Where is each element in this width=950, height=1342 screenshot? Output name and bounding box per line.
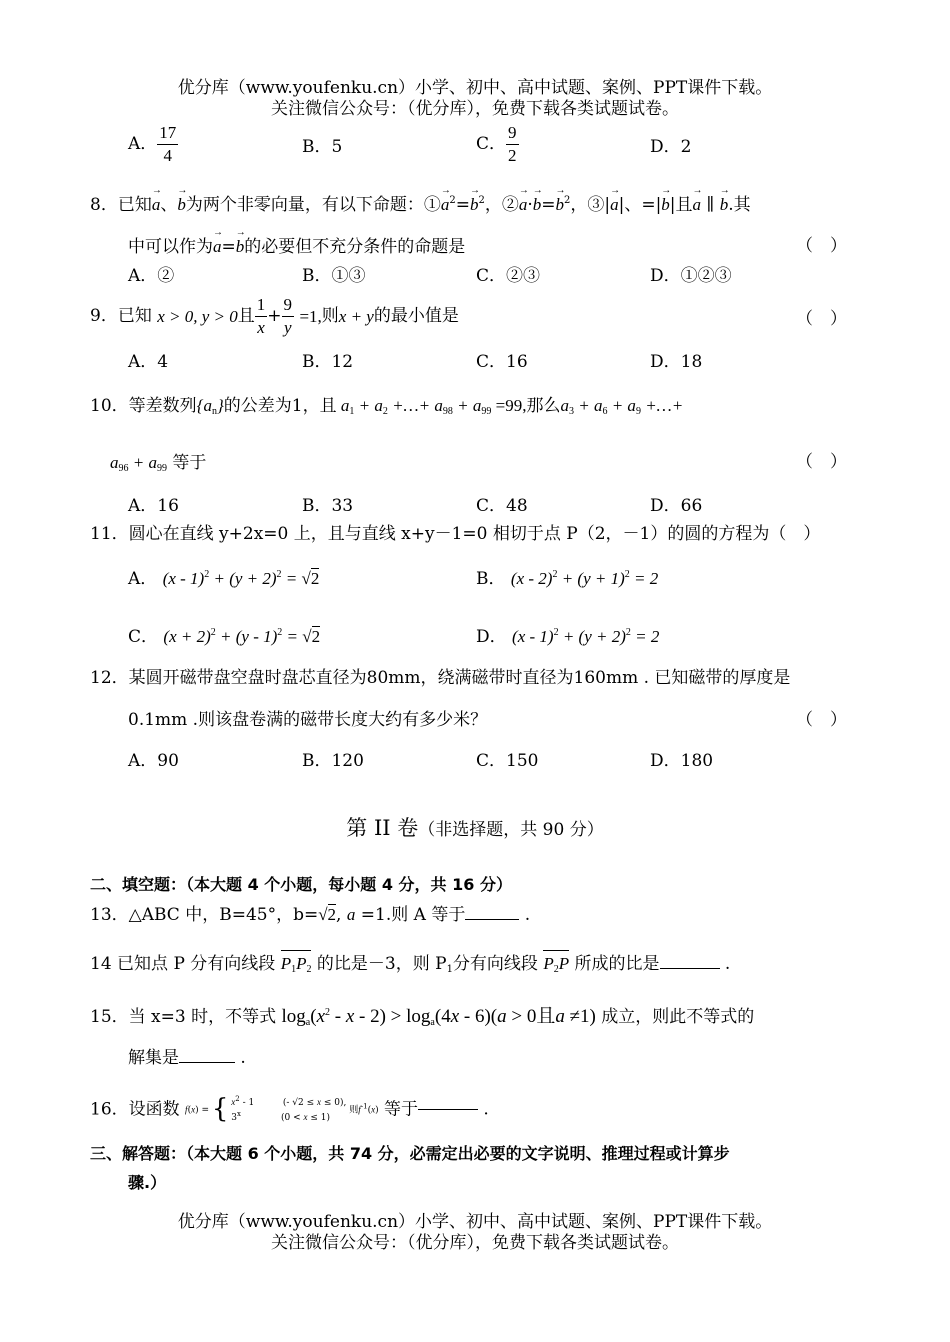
- q11-option-a: A． $(x - 1)^2 + (y + 2)^2 = √2$: [128, 569, 320, 589]
- q7-option-b: B．5: [302, 137, 343, 157]
- q8-option-b: B．①③: [302, 266, 366, 286]
- q12-stem-line2: 0.1mm .则该盘卷满的磁带长度大约有多少米？: [128, 710, 488, 730]
- q10-option-b: B．33: [302, 496, 354, 516]
- q10-option-c: C．48: [476, 496, 528, 516]
- section-3-title: 三、解答题：（本大题 6 个小题，共 74 分，必需定出必要的文字说明、推理过程或计算步: [90, 1144, 730, 1163]
- q8-option-d: D．①②③: [650, 266, 732, 286]
- q9-option-d: D．18: [650, 352, 703, 372]
- q8-answer-bracket: （ ）: [796, 236, 847, 256]
- q10-option-d: D．66: [650, 496, 703, 516]
- section-2-title: 二、填空题：（本大题 4 个小题，每小题 4 分，共 16 分）: [90, 875, 512, 894]
- q12-option-a: A．90: [128, 751, 179, 771]
- q9-option-c: C．16: [476, 352, 528, 372]
- q8-option-c: C．②③: [476, 266, 541, 286]
- q12-option-d: D．180: [650, 751, 714, 771]
- q16: 16．设函数 f(x) = { $x^2 - 1$ (- √2 ≤ x ≤ 0), 3$^x$ (0 < x ≤ 1) 则$f^{-1}(x)$ 等于 .: [90, 1093, 489, 1127]
- q7-option-c: C． $\frac{9}{2}$: [476, 123, 517, 165]
- q10-stem-line2: $a_{96} + a_{99}$ 等于: [110, 453, 207, 474]
- q10-option-a: A．16: [128, 496, 179, 516]
- q13: 13．△ABC 中，B=45°，b=√2, a =1.则 A 等于 .: [90, 905, 531, 925]
- q8-option-a: A．②: [128, 266, 175, 286]
- q12-stem: 12．某圆开磁带盘空盘时盘芯直径为80mm，绕满磁带时直径为160mm . 已知磁带的厚度是: [90, 668, 791, 688]
- q8-stem-line2: 中可以作为→ a=→ b的必要但不充分条件的命题是: [128, 238, 465, 256]
- q7-option-d: D．2: [650, 137, 692, 157]
- q10-answer-bracket: （ ）: [796, 452, 847, 472]
- header-line-1: 优分库（www.youfenku.cn）小学、初中、高中试题、案例、PPT课件下载。: [177, 78, 773, 98]
- q11-option-b: B． $(x - 2)^2 + (y + 1)^2 = 2$: [476, 569, 659, 589]
- footer-line-2: 关注微信公众号：（优分库），免费下载各类试题试卷。: [271, 1233, 679, 1253]
- q15-stem: 15．当 x=3 时，不等式 $\log_a(x^2 - x - 2) > \log_a(4x - 6)(a > 0$且a ≠1) 成立，则此不等式的: [90, 1006, 755, 1028]
- q10-stem: 10．等差数列$\{a_n\}$的公差为1，且 $a_1 + a_2$ +…+ $a_{98} + a_{99} =99$,那么$a_3 + a_6 + a_9$ +…+: [90, 396, 684, 417]
- q16-piecewise-function: f(x) = { $x^2 - 1$ (- √2 ≤ x ≤ 0), 3$^x$ (0 < x ≤ 1) 则$f^{-1}(x)$: [185, 1094, 379, 1124]
- q12-option-b: B．120: [302, 751, 364, 771]
- part2-heading: 第 II 卷（非选择题，共 90 分）: [346, 816, 604, 840]
- q11-stem: 11．圆心在直线 y+2x=0 上，且与直线 x+y－1=0 相切于点 P（2，－1）的圆的方程为（ ）: [90, 524, 821, 544]
- q12-option-c: C．150: [476, 751, 539, 771]
- q12-answer-bracket: （ ）: [796, 710, 847, 730]
- q11-option-d: D． $(x - 1)^2 + (y + 2)^2 = 2$: [476, 627, 660, 647]
- header-line-2: 关注微信公众号：（优分库），免费下载各类试题试卷。: [271, 99, 679, 119]
- footer-line-1: 优分库（www.youfenku.cn）小学、初中、高中试题、案例、PPT课件下载。: [177, 1212, 773, 1232]
- q9-stem: 9．已知 x > 0, y > 0且 $\frac{1}{x}$ + $\frac{9}{y}$ =1,则x + y的最小值是: [90, 295, 459, 337]
- q9-option-b: B．12: [302, 352, 354, 372]
- q7-option-a: A． $\frac{17}{4}$: [128, 123, 177, 165]
- q8-stem: 8．已知→ a、→ b为两个非零向量，有以下命题：①→ $a^2=\to b^2$，②→ $a\cdot\to b=\to b^2$，③|→ a|、=|→ b|且→ a ∥ → b.其: [90, 196, 751, 214]
- q14: 14 已知点 P 分有向线段 $P_1P_2$ 的比是－3，则 $P_1$分有向线段 $P_2P$ 所成的比是 .: [90, 950, 730, 975]
- q9-option-a: A．4: [128, 352, 169, 372]
- section-3-title-line2: 骤.）: [128, 1173, 167, 1192]
- q11-option-c: C． $(x + 2)^2 + (y - 1)^2 = √2$: [128, 627, 321, 647]
- q9-answer-bracket: （ ）: [796, 309, 847, 329]
- q15-stem-line2: 解集是 .: [128, 1048, 246, 1068]
